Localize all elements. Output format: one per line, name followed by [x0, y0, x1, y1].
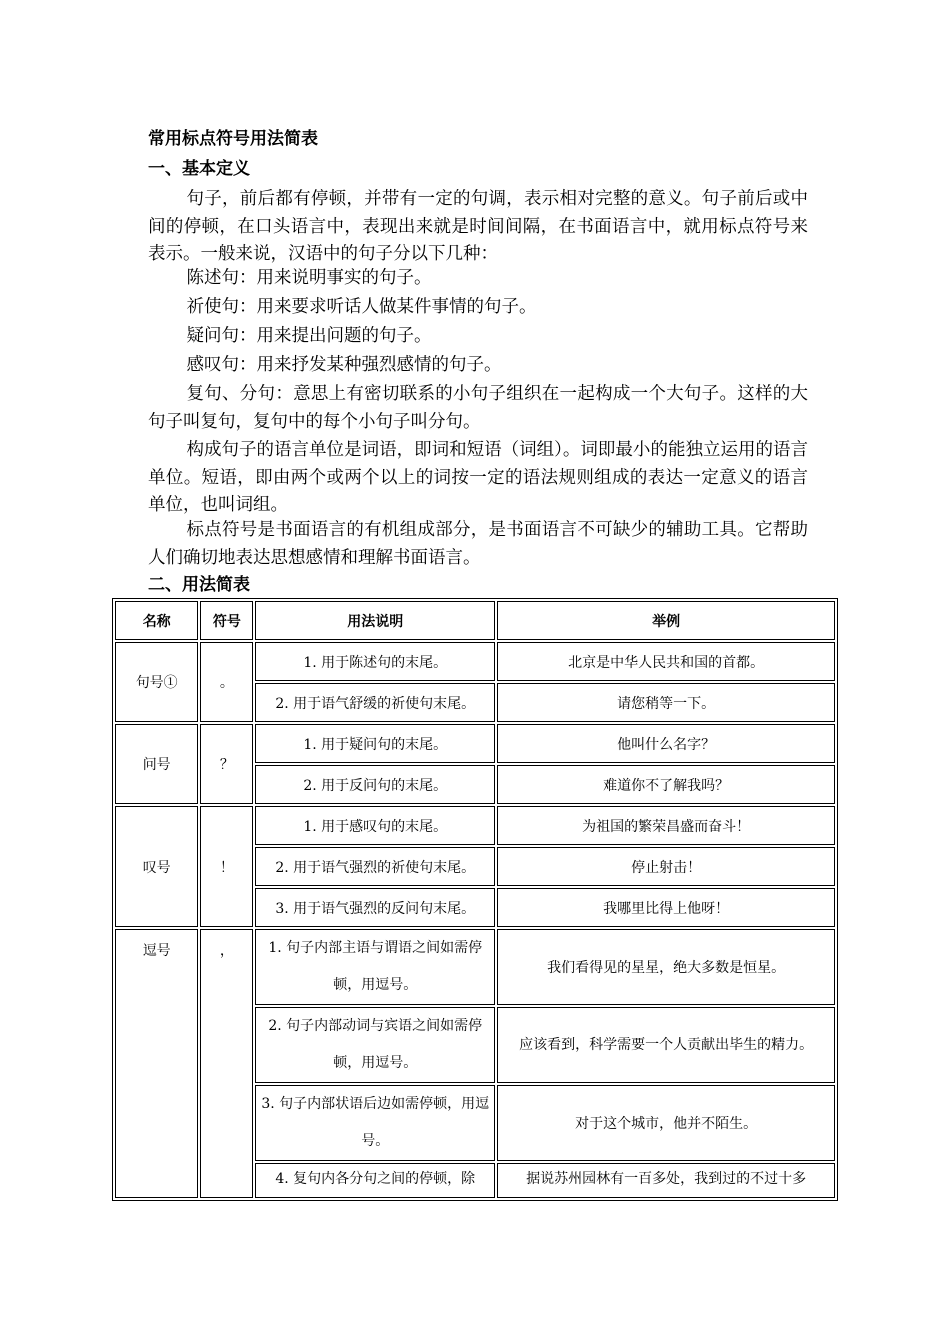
mark-name-cell: 逗号 [115, 929, 198, 1198]
section-heading-usage-table: 二、用法简表 [148, 575, 250, 595]
mark-symbol-cell: ， [200, 929, 253, 1198]
mark-name-cell: 问号 [115, 724, 198, 804]
example-cell: 为祖国的繁荣昌盛而奋斗！ [497, 806, 835, 845]
example-cell: 请您稍等一下。 [497, 683, 835, 722]
usage-cell: 3. 句子内部状语后边如需停顿，用逗号。 [255, 1085, 495, 1161]
usage-cell: 2. 用于语气强烈的祈使句末尾。 [255, 847, 495, 886]
usage-cell: 2. 句子内部动词与宾语之间如需停顿，用逗号。 [255, 1007, 495, 1083]
paragraph-sentence-definition: 句子，前后都有停顿，并带有一定的句调，表示相对完整的意义。句子前后或中间的停顿，在口头语言中，表现出来就是时间间隔，在书面语言中，就用标点符号来表示。一般来说，汉语中的句子分以下几种： [148, 189, 808, 264]
document-title: 常用标点符号用法简表 [148, 129, 318, 149]
usage-cell: 1. 句子内部主语与谓语之间如需停顿，用逗号。 [255, 929, 495, 1005]
table-row [115, 806, 835, 845]
usage-cell: 1. 用于疑问句的末尾。 [255, 724, 495, 763]
mark-symbol-cell: 。 [200, 642, 253, 722]
usage-cell: 3. 用于语气强烈的反问句末尾。 [255, 888, 495, 927]
paragraph-exclamatory: 感叹句：用来抒发某种强烈感情的句子。 [186, 355, 502, 375]
column-header-symbol: 符号 [200, 601, 253, 640]
mark-name-cell: 句号① [115, 642, 198, 722]
paragraph-compound-sentence: 复句、分句：意思上有密切联系的小句子组织在一起构成一个大句子。这样的大句子叫复句，复句中的每个小句子叫分句。 [148, 384, 808, 432]
example-cell: 北京是中华人民共和国的首都。 [497, 642, 835, 681]
paragraph-interrogative: 疑问句：用来提出问题的句子。 [186, 326, 432, 346]
paragraph-punctuation-role: 标点符号是书面语言的有机组成部分，是书面语言不可缺少的辅助工具。它帮助人们确切地表达思想感情和理解书面语言。 [148, 520, 808, 568]
paragraph-words-phrases: 构成句子的语言单位是词语，即词和短语（词组）。词即最小的能独立运用的语言单位。短语，即由两个或两个以上的词按一定的语法规则组成的表达一定意义的语言单位，也叫词组。 [148, 440, 808, 515]
section-heading-definitions: 一、基本定义 [148, 159, 250, 179]
example-cell: 据说苏州园林有一百多处，我到过的不过十多 [497, 1163, 835, 1198]
paragraph-declarative: 陈述句：用来说明事实的句子。 [186, 268, 432, 288]
usage-cell: 2. 用于语气舒缓的祈使句末尾。 [255, 683, 495, 722]
column-header-name: 名称 [115, 601, 198, 640]
example-cell: 我们看得见的星星，绝大多数是恒星。 [497, 929, 835, 1005]
table-row [115, 929, 835, 1005]
example-cell: 对于这个城市，他并不陌生。 [497, 1085, 835, 1161]
usage-cell: 1. 用于陈述句的末尾。 [255, 642, 495, 681]
column-header-usage: 用法说明 [255, 601, 495, 640]
usage-cell: 4. 复句内各分句之间的停顿，除 [255, 1163, 495, 1198]
table-row [115, 642, 835, 681]
paragraph-imperative: 祈使句：用来要求听话人做某件事情的句子。 [186, 297, 537, 317]
example-cell: 停止射击！ [497, 847, 835, 886]
table-header-row [115, 601, 835, 640]
mark-symbol-cell: ！ [200, 806, 253, 927]
example-cell: 我哪里比得上他呀！ [497, 888, 835, 927]
mark-symbol-cell: ？ [200, 724, 253, 804]
example-cell: 他叫什么名字？ [497, 724, 835, 763]
punctuation-usage-table [112, 598, 838, 1201]
example-cell: 应该看到，科学需要一个人贡献出毕生的精力。 [497, 1007, 835, 1083]
usage-cell: 1. 用于感叹句的末尾。 [255, 806, 495, 845]
usage-cell: 2. 用于反问句的末尾。 [255, 765, 495, 804]
example-cell: 难道你不了解我吗？ [497, 765, 835, 804]
table-row [115, 724, 835, 763]
mark-name-cell: 叹号 [115, 806, 198, 927]
column-header-example: 举例 [497, 601, 835, 640]
